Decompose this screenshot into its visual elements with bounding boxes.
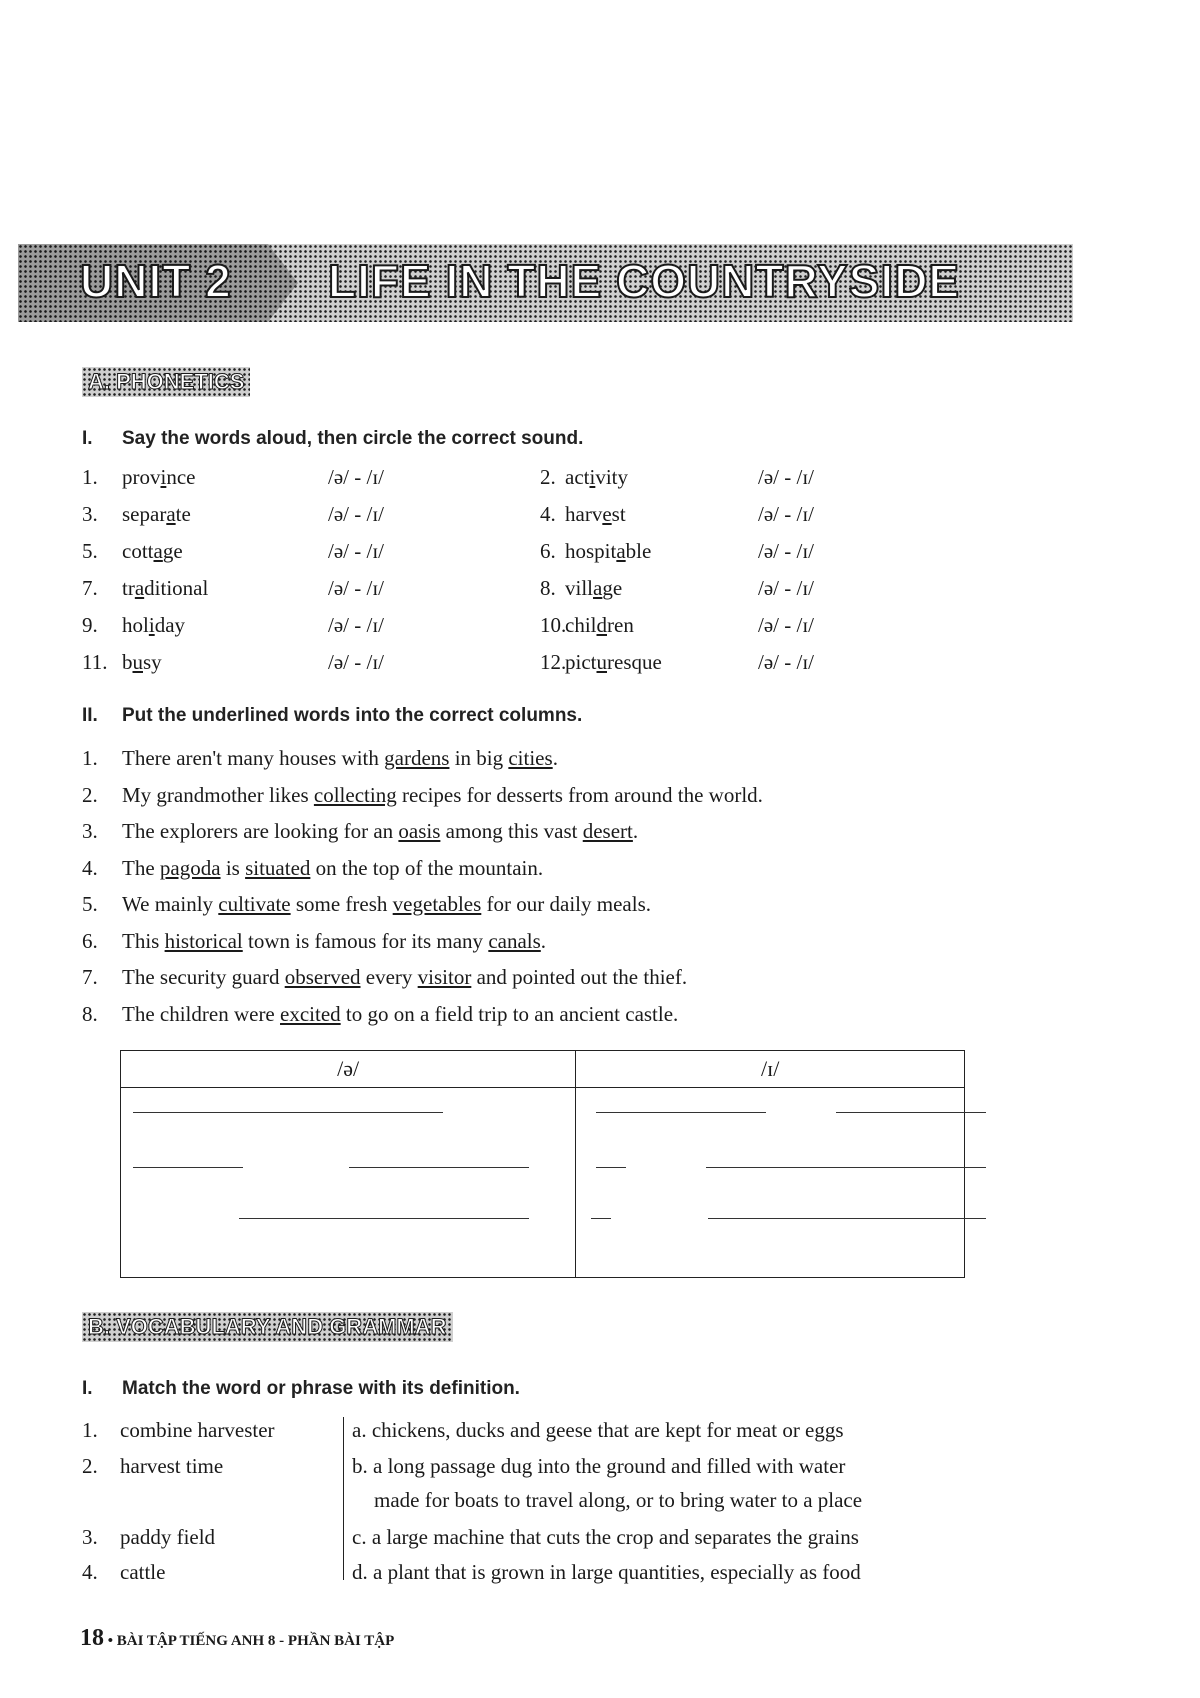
word-part: prov bbox=[122, 465, 161, 489]
definition-a: a. chickens, ducks and geese that are kept for meat or eggs bbox=[352, 1418, 844, 1442]
word-part: b bbox=[122, 650, 133, 674]
match-word-text: combine harvester bbox=[120, 1418, 275, 1442]
roman-numeral: I. bbox=[82, 428, 93, 449]
underlined-letter: d bbox=[596, 613, 607, 637]
sound-choice[interactable]: /ə/ - /ɪ/ bbox=[328, 613, 384, 637]
footer-text: • BÀI TẬP TIẾNG ANH 8 - PHẦN BÀI TẬP bbox=[107, 1633, 395, 1649]
underlined-letter: i bbox=[589, 465, 596, 489]
word-part: pict bbox=[565, 650, 597, 674]
roman-numeral: II. bbox=[82, 705, 98, 726]
sound-choice[interactable]: /ə/ - /ɪ/ bbox=[328, 576, 384, 600]
match-word-4 bbox=[82, 1560, 165, 1585]
item-number: 2. bbox=[82, 1454, 98, 1478]
sentence-text: town is famous for its many bbox=[242, 928, 489, 953]
match-word-1 bbox=[82, 1418, 275, 1443]
item-number: 5. bbox=[82, 892, 98, 916]
sentence-text: The bbox=[122, 855, 160, 880]
word-part: chil bbox=[565, 613, 597, 637]
item-number: 8. bbox=[540, 576, 556, 600]
match-word-text: paddy field bbox=[120, 1525, 216, 1549]
item-number: 6. bbox=[82, 928, 98, 953]
roman-numeral: I. bbox=[82, 1378, 93, 1399]
item-number: 4. bbox=[82, 1560, 98, 1584]
sentence-text: The security guard bbox=[122, 965, 285, 989]
underlined-word: vegetables bbox=[392, 892, 482, 916]
sentence bbox=[82, 1002, 678, 1027]
sentence bbox=[82, 746, 558, 771]
item-number: 7. bbox=[82, 965, 98, 989]
underlined-letter: a bbox=[153, 539, 163, 563]
sound-choice[interactable]: /ə/ - /ɪ/ bbox=[758, 502, 814, 526]
word-part: hol bbox=[122, 613, 149, 637]
blank-line[interactable] bbox=[596, 1112, 766, 1113]
sound-choice[interactable]: /ə/ - /ɪ/ bbox=[758, 576, 814, 600]
item-number: 11. bbox=[82, 650, 108, 674]
underlined-word: observed bbox=[284, 965, 361, 989]
definition-d: d. a plant that is grown in large quantities, especially as food bbox=[352, 1560, 861, 1584]
word-part: ble bbox=[625, 539, 652, 563]
match-divider bbox=[343, 1417, 344, 1580]
definition-b: b. a long passage dug into the ground and filled with water bbox=[352, 1454, 846, 1478]
word-part: day bbox=[154, 613, 186, 637]
sentence-text: We mainly bbox=[122, 892, 219, 916]
underlined-word: historical bbox=[164, 928, 243, 953]
phonetics-word bbox=[565, 650, 662, 675]
match-word-3 bbox=[82, 1525, 215, 1550]
sentence-text: among this vast bbox=[440, 819, 583, 843]
underlined-word: excited bbox=[280, 1001, 341, 1026]
item-number: 9. bbox=[82, 613, 98, 637]
word-part: resque bbox=[607, 650, 662, 674]
underlined-letter: u bbox=[596, 650, 607, 674]
word-part: ren bbox=[607, 613, 634, 637]
word-part: separ bbox=[122, 502, 167, 526]
sentence-text: The explorers are looking for an bbox=[122, 819, 399, 843]
phonetics-word bbox=[565, 502, 626, 527]
item-number: 3. bbox=[82, 819, 98, 843]
word-part: vill bbox=[565, 576, 594, 600]
word-part: hospit bbox=[565, 539, 617, 563]
word-part: st bbox=[611, 502, 626, 526]
underlined-word: pagoda bbox=[159, 855, 221, 880]
underlined-word: visitor bbox=[417, 965, 472, 989]
word-part: sy bbox=[143, 650, 162, 674]
item-number: 6. bbox=[540, 539, 556, 563]
item-number: 3. bbox=[82, 502, 98, 526]
sentence-text: The children were bbox=[122, 1001, 281, 1026]
sentence bbox=[82, 965, 687, 990]
item-number: 7. bbox=[82, 576, 98, 600]
underlined-letter: i bbox=[160, 465, 167, 489]
definition-b-continued: made for boats to travel along, or to bring water to a place bbox=[374, 1488, 863, 1512]
sound-choice[interactable]: /ə/ - /ɪ/ bbox=[328, 465, 384, 489]
sound-choice[interactable]: /ə/ - /ɪ/ bbox=[758, 650, 814, 674]
word-part: ge bbox=[162, 539, 183, 563]
answer-column-schwa[interactable] bbox=[121, 1088, 576, 1278]
unit-label: UNIT 2 bbox=[80, 255, 232, 307]
word-part: ge bbox=[602, 576, 623, 600]
column-header-short-i: /ɪ/ bbox=[576, 1051, 965, 1088]
instruction-text: Say the words aloud, then circle the correct sound. bbox=[122, 428, 584, 449]
underlined-word: situated bbox=[245, 855, 311, 880]
sentence-text: There aren't many houses with bbox=[122, 746, 385, 770]
blank-line[interactable] bbox=[596, 1167, 626, 1168]
underlined-word: collecting bbox=[313, 782, 397, 807]
phonetics-word bbox=[565, 613, 634, 638]
underlined-word: desert bbox=[582, 819, 633, 843]
phonetics-word bbox=[122, 650, 162, 675]
blank-line[interactable] bbox=[706, 1167, 986, 1168]
word-part: ditional bbox=[144, 576, 209, 600]
underlined-letter: a bbox=[616, 539, 626, 563]
sentence-text: . bbox=[632, 819, 639, 843]
underlined-word: canals bbox=[488, 928, 541, 953]
sentence bbox=[82, 856, 543, 881]
item-number: 12. bbox=[540, 650, 567, 674]
item-number: 3. bbox=[82, 1525, 98, 1549]
sound-choice[interactable]: /ə/ - /ɪ/ bbox=[328, 650, 384, 674]
sentence-text: This bbox=[122, 928, 165, 953]
item-number: 1. bbox=[82, 1418, 98, 1442]
sentence-text: some fresh bbox=[290, 892, 393, 916]
underlined-word: oasis bbox=[398, 819, 441, 843]
sentence-text: on the top of the mountain. bbox=[310, 855, 544, 880]
unit-banner bbox=[18, 244, 1073, 322]
sentence-text: and pointed out the thief. bbox=[471, 965, 688, 989]
item-number: 4. bbox=[540, 502, 556, 526]
word-part: act bbox=[565, 465, 590, 489]
answer-column-short-i[interactable] bbox=[576, 1088, 965, 1278]
sentence-text: recipes for desserts from around the world. bbox=[396, 782, 763, 807]
match-word-text: cattle bbox=[120, 1560, 166, 1584]
underlined-letter: u bbox=[132, 650, 143, 674]
sentence-text: . bbox=[552, 746, 558, 770]
word-part: vity bbox=[595, 465, 628, 489]
column-header-schwa: /ə/ bbox=[121, 1051, 576, 1088]
phonetics-word bbox=[565, 576, 622, 601]
blank-line[interactable] bbox=[836, 1112, 986, 1113]
underlined-letter: e bbox=[602, 502, 612, 526]
match-word-text: harvest time bbox=[120, 1454, 224, 1478]
underlined-letter: a bbox=[593, 576, 603, 600]
item-number: 5. bbox=[82, 539, 98, 563]
instruction-text: Put the underlined words into the correct columns. bbox=[122, 705, 583, 726]
sentence bbox=[82, 892, 651, 917]
phonetics-word bbox=[122, 613, 185, 638]
underlined-letter: a bbox=[166, 502, 176, 526]
item-number: 2. bbox=[82, 782, 98, 807]
word-part: cott bbox=[122, 539, 154, 563]
item-number: 8. bbox=[82, 1001, 98, 1026]
sentence bbox=[82, 783, 763, 808]
word-part: nce bbox=[166, 465, 196, 489]
underlined-letter: a bbox=[134, 576, 145, 600]
underlined-word: cities bbox=[508, 746, 553, 770]
phonetics-word bbox=[122, 539, 183, 564]
item-number: 10. bbox=[540, 613, 567, 637]
section-b-heading: B. VOCABULARY AND GRAMMAR bbox=[82, 1312, 453, 1342]
section-a-heading: A. PHONETICS bbox=[82, 367, 250, 397]
sentence-text: in big bbox=[449, 746, 509, 770]
item-number: 4. bbox=[82, 855, 98, 880]
blank-line[interactable] bbox=[239, 1218, 529, 1219]
item-number: 1. bbox=[82, 465, 98, 489]
item-number: 2. bbox=[540, 465, 556, 489]
sound-choice[interactable]: /ə/ - /ɪ/ bbox=[328, 539, 384, 563]
sentence-text: is bbox=[220, 855, 246, 880]
instruction-text: Match the word or phrase with its definition. bbox=[122, 1378, 520, 1399]
unit-title: LIFE IN THE COUNTRYSIDE bbox=[328, 255, 961, 307]
word-part: te bbox=[175, 502, 191, 526]
sound-choice[interactable]: /ə/ - /ɪ/ bbox=[758, 465, 814, 489]
phonetics-word bbox=[565, 539, 651, 564]
phonetics-word bbox=[565, 465, 628, 490]
blank-line[interactable] bbox=[591, 1218, 611, 1219]
underlined-word: cultivate bbox=[218, 892, 291, 916]
blank-line[interactable] bbox=[349, 1167, 529, 1168]
blank-line[interactable] bbox=[133, 1167, 243, 1168]
sentence bbox=[82, 929, 546, 954]
phonetics-word bbox=[122, 465, 196, 490]
underlined-word: gardens bbox=[384, 746, 450, 770]
sentence-text: every bbox=[360, 965, 418, 989]
definition-c: c. a large machine that cuts the crop and separates the grains bbox=[352, 1525, 859, 1549]
blank-line[interactable] bbox=[708, 1218, 986, 1219]
phonetics-word bbox=[122, 576, 208, 601]
answer-table bbox=[120, 1050, 965, 1278]
sentence-text: My grandmother likes bbox=[122, 782, 314, 807]
sound-choice[interactable]: /ə/ - /ɪ/ bbox=[758, 613, 814, 637]
page-footer bbox=[80, 1625, 394, 1652]
word-part: tr bbox=[122, 576, 135, 600]
sentence-text: for our daily meals. bbox=[481, 892, 651, 916]
sentence bbox=[82, 819, 638, 844]
phonetics-word bbox=[122, 502, 191, 527]
word-part: harv bbox=[565, 502, 603, 526]
sound-choice[interactable]: /ə/ - /ɪ/ bbox=[328, 502, 384, 526]
sentence-text: . bbox=[540, 928, 547, 953]
blank-line[interactable] bbox=[133, 1112, 443, 1113]
page-number: 18 bbox=[80, 1625, 104, 1651]
sound-choice[interactable]: /ə/ - /ɪ/ bbox=[758, 539, 814, 563]
underlined-letter: i bbox=[148, 613, 155, 637]
match-word-2 bbox=[82, 1454, 223, 1479]
item-number: 1. bbox=[82, 746, 98, 770]
sentence-text: to go on a field trip to an ancient castle. bbox=[340, 1001, 679, 1026]
